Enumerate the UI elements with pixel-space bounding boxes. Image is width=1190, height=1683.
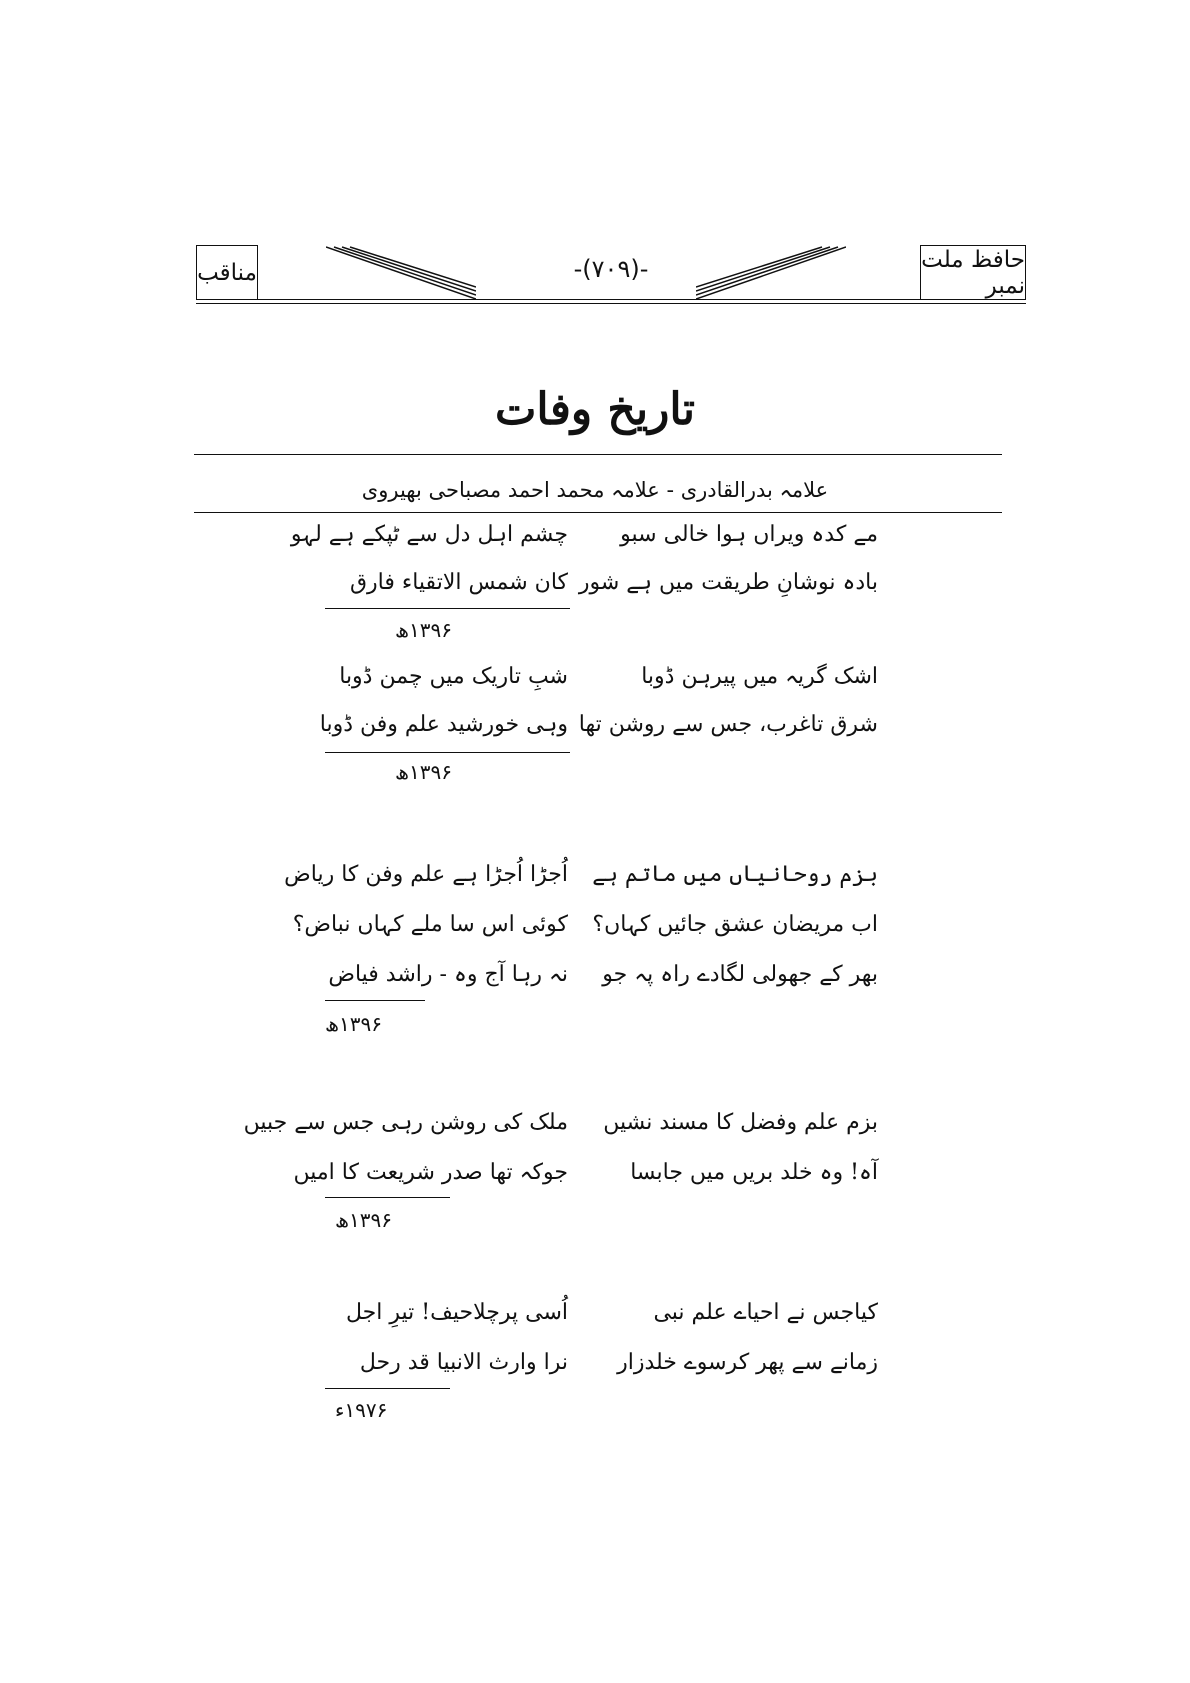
verse-line: نہ رہا آج وہ - راشد فیاض	[328, 962, 568, 987]
header-rule	[196, 299, 1026, 300]
verse-line: کیاجس نے احیاے علم نبی	[653, 1300, 878, 1325]
chronogram-underline	[325, 1388, 450, 1389]
gregorian-date: ۱۹۷۶ء	[335, 1398, 388, 1422]
hijri-date: ۱۳۹۶ھ	[335, 1208, 392, 1232]
verse-line: مے کدہ ویراں ہوا خالی سبو	[620, 522, 878, 547]
verse-line: اب مریضان عشق جائیں کہاں؟	[592, 912, 878, 937]
chronogram-underline	[325, 752, 570, 753]
verse-line: بادہ نوشانِ طریقت میں ہے شور	[578, 570, 878, 595]
issue-label: حافظ ملت نمبر	[921, 247, 1025, 299]
verse-line: اُجڑا اُجڑا ہے علم وفن کا ریاض	[284, 862, 568, 887]
verse-line: کوئی اس سا ملے کہاں نباض؟	[292, 912, 568, 937]
page-title: تاریخ وفات	[495, 384, 695, 435]
author-divider	[194, 512, 1002, 513]
chronogram-underline	[325, 1000, 425, 1001]
page-number: -(۷۰۹)-	[573, 255, 649, 283]
hijri-date: ۱۳۹۶ھ	[395, 618, 452, 642]
verse-line: شبِ تاریک میں چمن ڈوبا	[339, 664, 568, 689]
chronogram-underline	[325, 608, 570, 609]
verse-line: نرا وارث الانبیا قد رحل	[359, 1350, 568, 1375]
verse-line: اشک گریہ میں پیرہن ڈوبا	[641, 664, 878, 689]
header-rule-double	[196, 303, 1026, 304]
verse-line: بزم علم وفضل کا مسند نشیں	[603, 1110, 878, 1135]
chronogram-underline	[325, 1197, 450, 1198]
verse-line: آہ! وہ خلد بریں میں جابسا	[630, 1160, 878, 1185]
verse-line: وہی خورشید علم وفن ڈوبا	[319, 712, 568, 737]
verse-line: بزم روحانیاں میں ماتم ہے	[592, 862, 878, 887]
author-line: علامہ بدرالقادری - علامہ محمد احمد مصباحی بھیروی	[361, 478, 829, 502]
hijri-date: ۱۳۹۶ھ	[395, 760, 452, 784]
title-divider	[194, 454, 1002, 455]
verse-line: ملک کی روشن رہی جس سے جبیں	[243, 1110, 568, 1135]
section-label: مناقب	[196, 245, 258, 300]
verse-line: زمانے سے پھر کرسوے خلدزار	[617, 1350, 878, 1375]
verse-line: اُسی پرچلاحیف! تیرِ اجل	[346, 1300, 568, 1325]
verse-line: بھر کے جھولی لگادے راہ پہ جو	[602, 962, 878, 987]
hijri-date: ۱۳۹۶ھ	[325, 1012, 382, 1036]
verse-line: جوکہ تھا صدر شریعت کا امیں	[293, 1160, 568, 1185]
verse-line: کان شمس الاتقیاء فارق	[349, 570, 568, 595]
page-header	[196, 245, 1026, 305]
verse-line: چشم اہل دل سے ٹپکے ہے لہو	[290, 522, 568, 547]
verse-line: شرق تاغرب، جس سے روشن تھا	[578, 712, 878, 737]
